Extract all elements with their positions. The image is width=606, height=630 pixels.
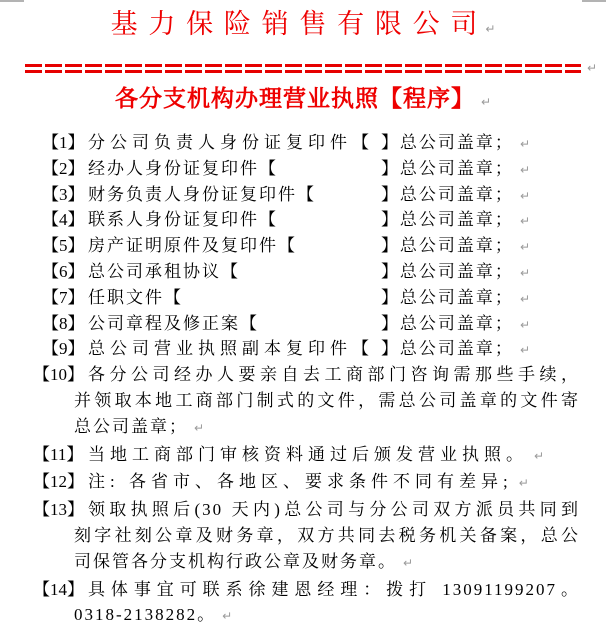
- stamp-label: 】总公司盖章；: [380, 133, 514, 152]
- checklist-row: [0, 207, 530, 233]
- item-text: 总公司承租协议【: [88, 261, 240, 281]
- item-number: 【2】: [42, 158, 85, 178]
- stamp-label: 】总公司盖章；: [380, 287, 514, 307]
- checklist-row: [0, 336, 530, 362]
- stamp-label: 】总公司盖章；: [380, 261, 514, 281]
- item-number: 【5】: [42, 236, 85, 256]
- margin-crop-mark-left: [0, 0, 24, 2]
- item-text: 联系人身份证复印件【: [88, 210, 278, 230]
- item-text: 房产证明原件及复印件【: [88, 236, 297, 256]
- paragraph-mark-icon: ↵: [519, 214, 530, 229]
- stamp-label: 】总公司盖章；: [380, 313, 514, 333]
- paragraph-mark-icon: ↵: [519, 265, 530, 280]
- item-text: 分公司负责人身份证复印件【: [88, 133, 374, 152]
- double-line-separator: [25, 63, 581, 73]
- paragraph-item: [0, 469, 606, 497]
- paragraph-line: 并领取本地工商部门制式的文件，需总公司盖章的文件寄: [74, 390, 580, 410]
- paragraph-line: 领取执照后(30 天内)总公司与分公司双方派员共同到: [88, 500, 580, 520]
- paragraph-line: 刻字社刻公章及财务章，双方共同去税务机关备案，总公: [74, 525, 580, 545]
- item-number: 【11】: [33, 444, 84, 464]
- paragraph-mark-icon: ↵: [519, 343, 530, 358]
- margin-crop-mark-right: [582, 0, 606, 2]
- paragraph-line: 具体事宜可联系徐建恩经理：拨打 13091199207。: [88, 579, 580, 599]
- item-number: 【7】: [42, 287, 85, 307]
- item-number: 【3】: [42, 184, 85, 204]
- document-title-row: [0, 84, 606, 117]
- paragraph-mark-icon: ↵: [519, 137, 530, 151]
- item-number: 【6】: [42, 261, 85, 281]
- paragraph-mark-icon: ↵: [480, 95, 492, 109]
- document-title: 各分支机构办理营业执照【程序】: [114, 86, 475, 111]
- paragraph-line: 0318-2138282。 ↵: [74, 605, 233, 625]
- document-body: [0, 130, 606, 630]
- item-number: 【1】: [42, 133, 85, 152]
- paragraph-line: 司保管各分支机构行政公章及财务章。 ↵: [74, 551, 414, 571]
- checklist-row: [0, 233, 530, 259]
- checklist-row: [0, 285, 530, 311]
- item-number: 【10】: [33, 365, 84, 385]
- double-line-separator-row: [25, 59, 606, 75]
- paragraph-mark-icon: ↵: [194, 420, 205, 435]
- paragraph-line: 各分公司经办人要亲自去工商部门咨询需那些手续，: [88, 365, 580, 385]
- paragraph-line: 总公司盖章； ↵: [74, 416, 205, 436]
- paragraph-mark-icon: ↵: [403, 555, 414, 570]
- item-text: 公司章程及修正案【: [88, 313, 259, 333]
- item-text: 财务负责人身份证复印件【: [88, 184, 316, 204]
- item-text: 任职文件【: [88, 287, 183, 307]
- paragraph-mark-icon: ↵: [519, 291, 530, 306]
- checklist-row: [0, 156, 530, 182]
- paragraph-mark-icon: ↵: [519, 240, 530, 255]
- checklist-row: [0, 130, 530, 156]
- paragraph-mark-icon: ↵: [519, 188, 530, 203]
- paragraph-item: [0, 577, 606, 630]
- stamp-label: 】总公司盖章；: [380, 158, 514, 178]
- paragraph-mark-icon: ↵: [222, 609, 233, 624]
- paragraph-mark-icon: ↵: [587, 61, 598, 75]
- paragraph-item: [0, 362, 606, 441]
- item-number: 【9】: [42, 339, 85, 359]
- paragraph-mark-icon: ↵: [519, 317, 530, 332]
- paragraph-item: [0, 442, 606, 470]
- item-number: 【14】: [33, 579, 84, 599]
- stamp-label: 】总公司盖章；: [380, 236, 514, 256]
- company-header: [0, 6, 606, 47]
- paragraph-item: [0, 497, 606, 576]
- paragraph-line: 注: 各省市、各地区、要求条件不同有差异; ↵: [88, 472, 529, 492]
- paragraph-line: 当地工商部门审核资料通过后颁发营业执照。 ↵: [88, 444, 545, 464]
- item-number: 【12】: [33, 472, 84, 492]
- stamp-label: 】总公司盖章；: [380, 210, 514, 230]
- paragraph-mark-icon: ↵: [534, 448, 545, 463]
- paragraph-mark-icon: ↵: [485, 22, 496, 36]
- stamp-label: 】总公司盖章；: [380, 339, 514, 359]
- item-text: 经办人身份证复印件【: [88, 158, 278, 178]
- paragraph-mark-icon: ↵: [518, 476, 529, 491]
- procedure-paragraphs: [0, 362, 606, 630]
- stamp-label: 】总公司盖章；: [380, 184, 514, 204]
- checklist-row: [0, 182, 530, 208]
- item-text: 总公司营业执照副本复印件【: [88, 339, 374, 359]
- item-number: 【4】: [42, 210, 85, 230]
- company-name: 基 力 保 险 销 售 有 限 公 司: [110, 9, 480, 39]
- item-number: 【8】: [42, 313, 85, 333]
- item-number: 【13】: [33, 500, 84, 520]
- license-checklist: [0, 130, 606, 362]
- checklist-row: [0, 259, 530, 285]
- paragraph-mark-icon: ↵: [519, 162, 530, 177]
- checklist-row: [0, 311, 530, 337]
